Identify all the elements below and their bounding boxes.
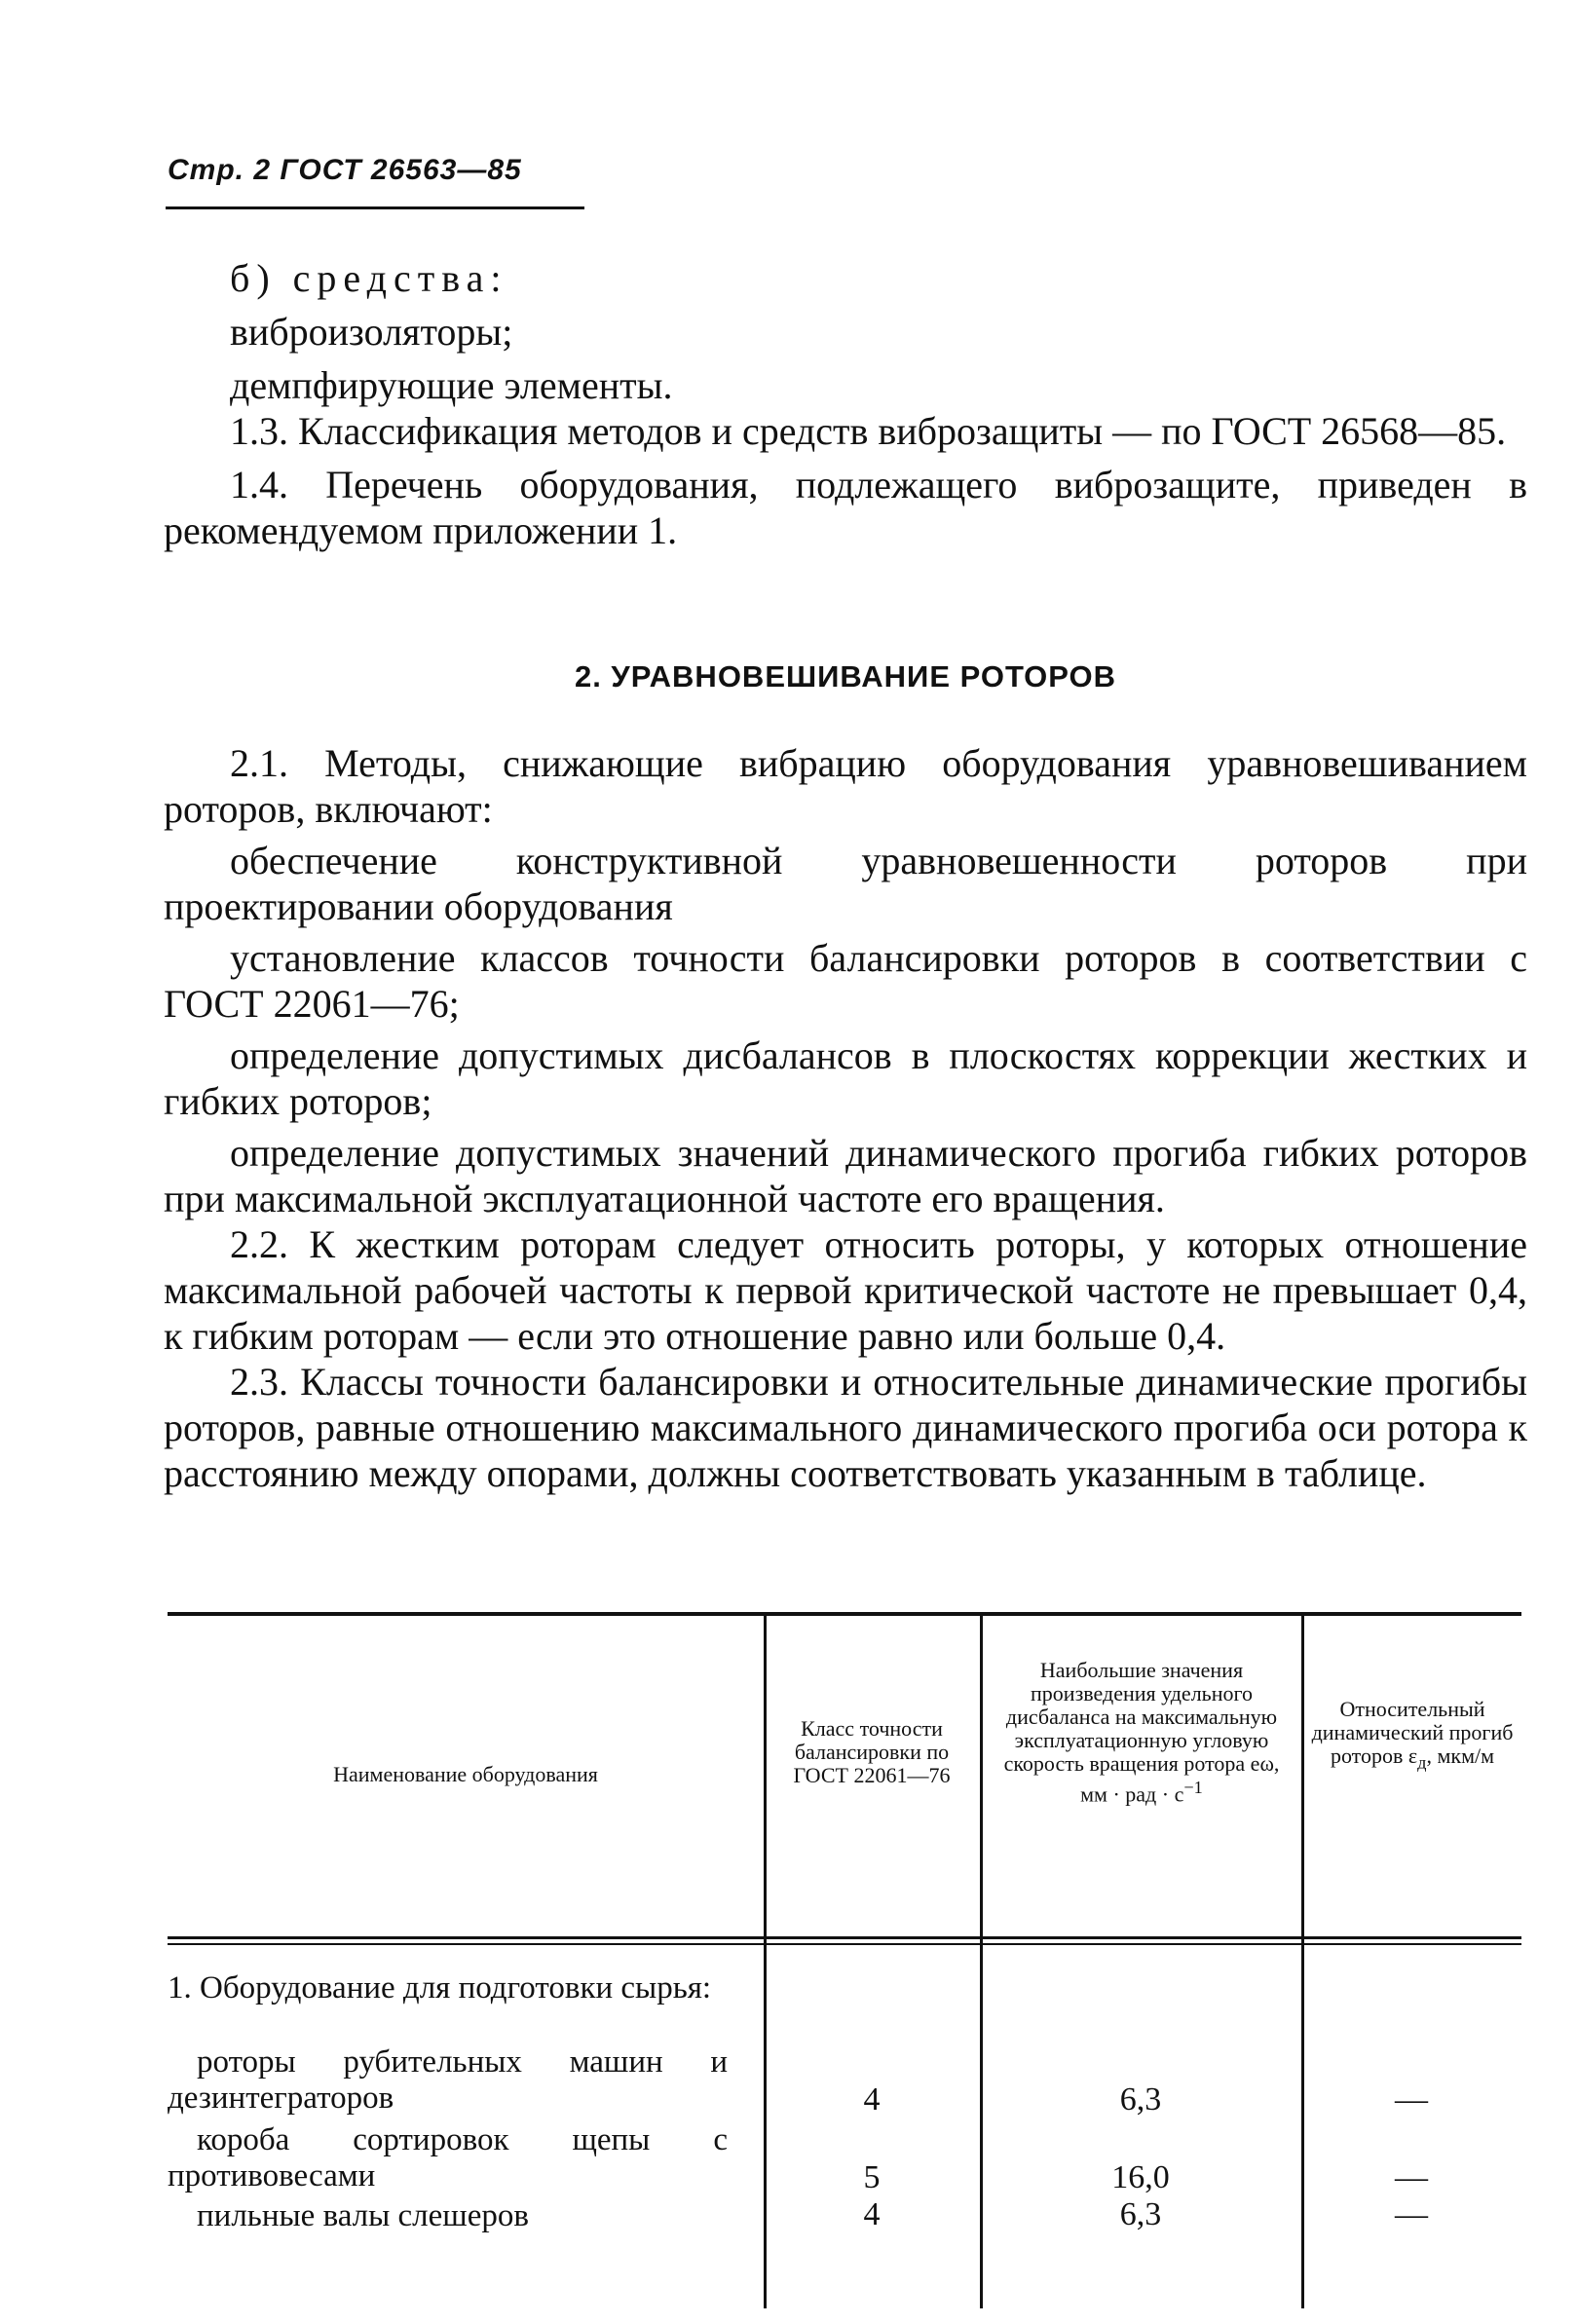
table-row-2-class: 5 xyxy=(863,2159,881,2195)
paragraph-1-3: 1.3. Классификация методов и средств виброзащиты — по ГОСТ 26568—85. xyxy=(230,409,1507,453)
list-item-1: обеспечение конструктивной уравновешенности роторов при проектировании оборудования xyxy=(164,839,1527,928)
header-double-rule-1 xyxy=(168,1936,1521,1939)
section-2-heading: 2. УРАВНОВЕШИВАНИЕ РОТОРОВ xyxy=(574,659,1117,693)
paragraph-2-2: 2.2. К жестким роторам следует относить роторы, у которых отношение максимальной рабочей частоты к первой критической частоте не превышает 0,4, к гибким роторам — если это отношение равно или больше 0,4. xyxy=(164,1222,1527,1358)
deflection-subscript: д xyxy=(1417,1752,1427,1773)
paragraph-2-1: 2.1. Методы, снижающие вибрацию оборудования уравновешиванием роторов, включают: xyxy=(164,741,1527,831)
section-2-text xyxy=(164,740,1527,1496)
header-values-exponent: −1 xyxy=(1183,1778,1203,1797)
table-row-3-value: 6,3 xyxy=(1119,2196,1162,2232)
list-item-4: определение допустимых значений динамического прогиба гибких роторов при максимальной эксплуатационной частоте его вращения. xyxy=(164,1131,1527,1220)
section-1-text xyxy=(164,255,1527,553)
header-double-rule-2 xyxy=(168,1943,1521,1945)
header-deflection: Относительный динамический прогиб роторов $\varepsilon_д$, мкм/м xyxy=(1311,1697,1514,1773)
table-row-1-deflection: — xyxy=(1395,2081,1428,2118)
table-row-2-name: короба сортировок щепы с противовесами xyxy=(168,2122,728,2193)
header-equipment: Наименование оборудования xyxy=(333,1762,598,1786)
table-row-2-value: 16,0 xyxy=(1111,2159,1170,2195)
table-row-1-name: роторы рубительных машин и дезинтеграторов xyxy=(168,2044,728,2116)
item-b-1: виброизоляторы; xyxy=(230,310,513,354)
item-b-2: демпфирующие элементы. xyxy=(230,363,673,407)
table-row-1-class: 4 xyxy=(863,2081,881,2118)
table-row-3-class: 4 xyxy=(863,2196,881,2232)
header-values: Наибольшие значения произведения удельного дисбаланса на максимальную эксплуатационную угловую скорость вращения ротора eω, мм · рад · $с^{-1}$ xyxy=(1003,1658,1280,1807)
table-row-3-name: пильные валы слешеров xyxy=(197,2198,529,2233)
header-rule xyxy=(166,206,584,209)
running-head: Стр. 2 ГОСТ 26563—85 xyxy=(168,154,522,186)
paragraph-1-4: 1.4. Перечень оборудования, подлежащего виброзащите, приведен в рекомендуемом приложении 1. xyxy=(164,463,1527,552)
deflection-unit: , мкм/м xyxy=(1426,1743,1495,1768)
header-class: Класс точности балансировки по ГОСТ 22061—76 xyxy=(793,1716,951,1787)
balancing-table xyxy=(168,1612,1521,2308)
table-top-rule xyxy=(168,1612,1521,1616)
table-row-3-deflection: — xyxy=(1395,2196,1428,2232)
table-row-2-deflection: — xyxy=(1395,2159,1428,2195)
group-title: 1. Оборудование для подготовки сырья: xyxy=(168,1970,712,2005)
paragraph-2-3: 2.3. Классы точности балансировки и относительные динамические прогибы роторов, равные отношению максимального динамического прогиба оси ротора к расстоянию между опорами, должны соответствовать указанным в таблице. xyxy=(164,1360,1527,1495)
list-item-2: установление классов точности балансировки роторов в соответствии с ГОСТ 22061—76; xyxy=(164,936,1527,1026)
table-row-1-value: 6,3 xyxy=(1119,2081,1162,2118)
deflection-symbol: ε xyxy=(1407,1743,1418,1768)
list-item-3: определение допустимых дисбалансов в плоскостях коррекции жестких и гибких роторов; xyxy=(164,1033,1527,1123)
item-b-label: б) средства: xyxy=(230,256,508,300)
